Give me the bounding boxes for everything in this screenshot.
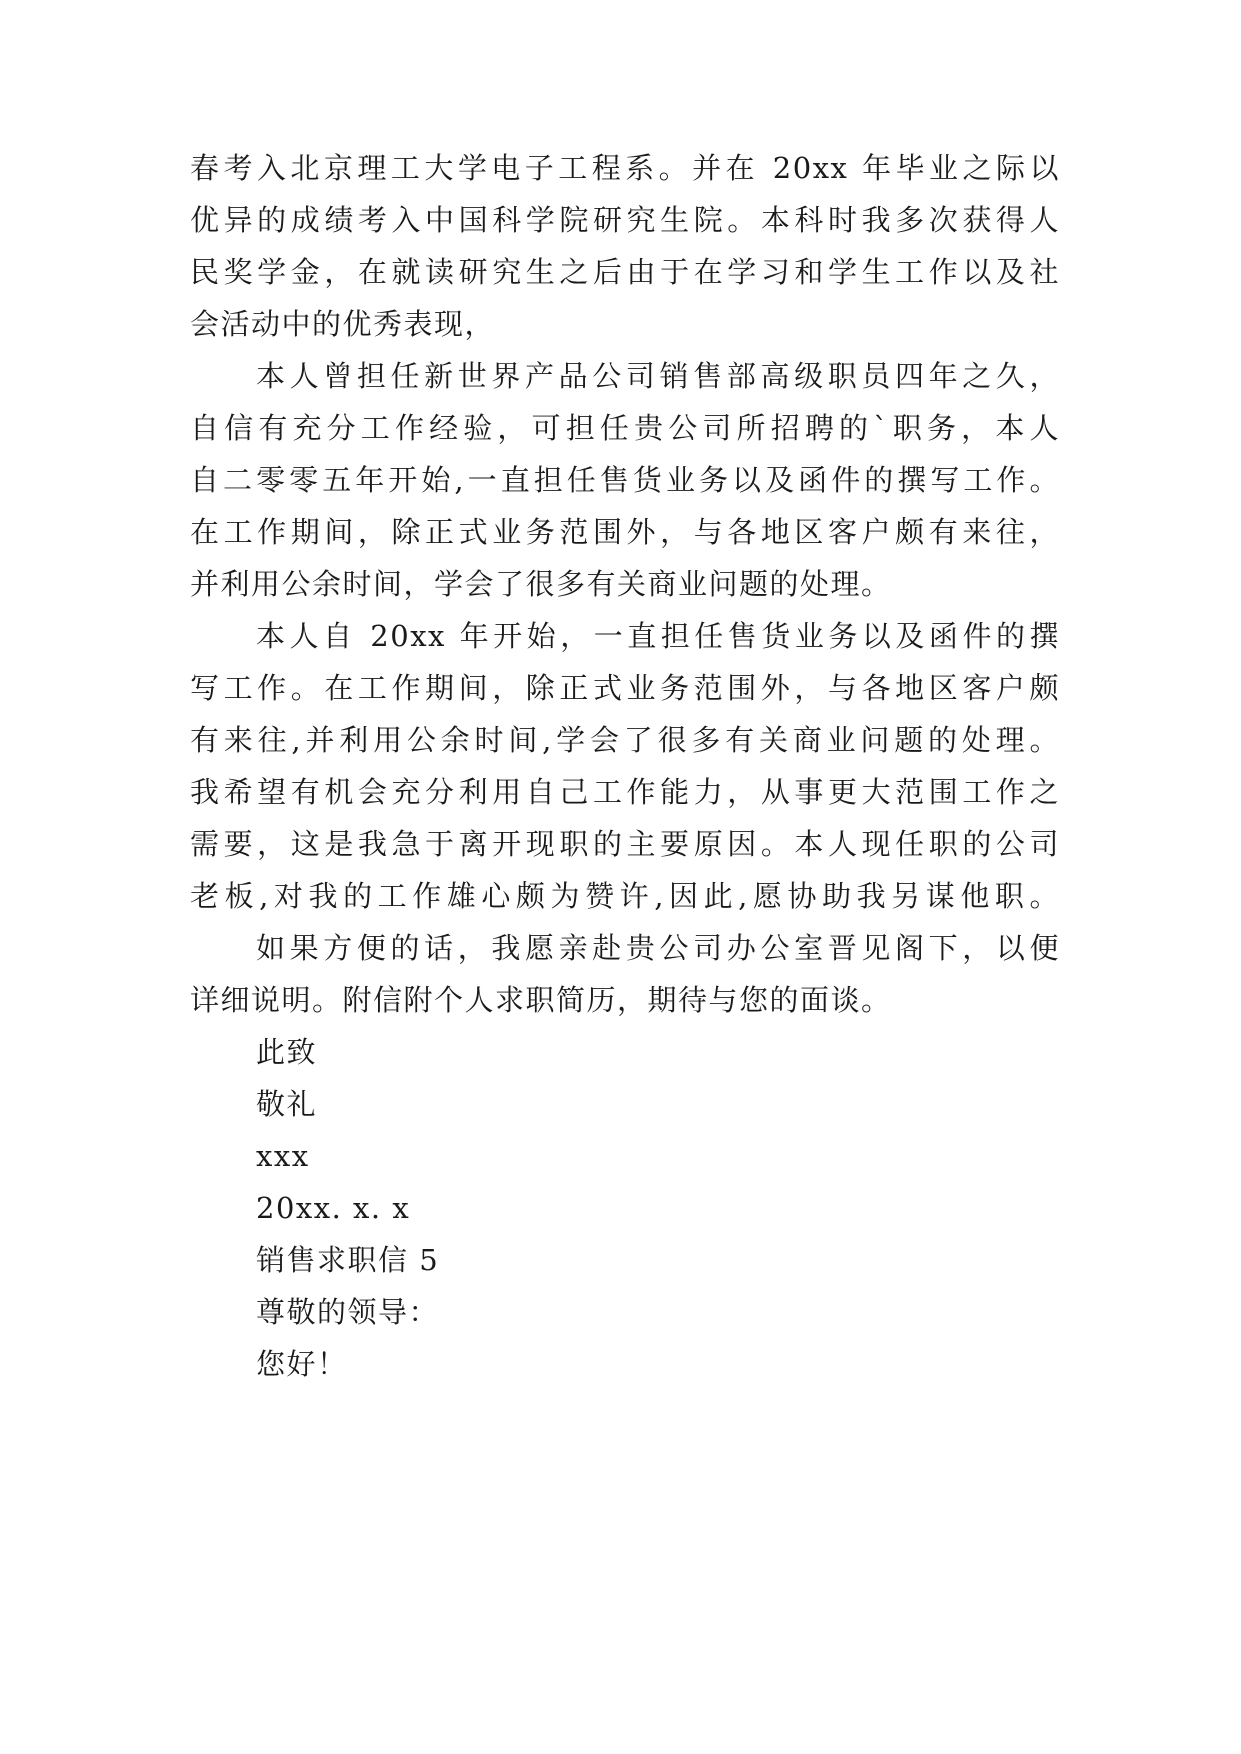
paragraph-1-line-4: 会活动中的优秀表现， [190, 307, 496, 341]
next-letter-title: 销售求职信 5 [256, 1243, 440, 1277]
paragraph-2-line-4: 在工作期间，除正式业务范围外，与各地区客户颇有来往， [190, 515, 1060, 549]
paragraph-2-line-3: 自二零零五年开始,一直担任售货业务以及函件的撰写工作。 [190, 463, 1060, 497]
paragraph-3-line-1: 本人自 20xx 年开始，一直担任售货业务以及函件的撰 [256, 619, 1060, 653]
paragraph-2-line-5: 并利用公余时间，学会了很多有关商业问题的处理。 [190, 567, 892, 601]
paragraph-3-line-6: 老板,对我的工作雄心颇为赞许,因此,愿协助我另谋他职。 [190, 879, 1060, 913]
paragraph-1-line-2: 优异的成绩考入中国科学院研究生院。本科时我多次获得人 [190, 203, 1060, 237]
paragraph-4-line-2: 详细说明。附信附个人求职简历，期待与您的面谈。 [190, 983, 892, 1017]
paragraph-3-line-2: 写工作。在工作期间，除正式业务范围外，与各地区客户颇 [190, 671, 1060, 705]
paragraph-3-line-4: 我希望有机会充分利用自己工作能力，从事更大范围工作之 [190, 775, 1060, 809]
paragraph-1-line-3: 民奖学金，在就读研究生之后由于在学习和学生工作以及社 [190, 255, 1060, 289]
date: 20xx. x. x [256, 1191, 411, 1225]
paragraph-2-line-1: 本人曾担任新世界产品公司销售部高级职员四年之久， [256, 359, 1060, 393]
closing-salutation-1: 此致 [256, 1035, 318, 1069]
next-letter-hello: 您好！ [256, 1347, 348, 1381]
paragraph-2-line-2: 自信有充分工作经验，可担任贵公司所招聘的`职务，本人 [190, 411, 1060, 445]
paragraph-1-line-1: 春考入北京理工大学电子工程系。并在 20xx 年毕业之际以 [190, 151, 1060, 185]
paragraph-4-line-1: 如果方便的话，我愿亲赴贵公司办公室晋见阁下，以便 [256, 931, 1060, 965]
paragraph-3-line-3: 有来往,并利用公余时间,学会了很多有关商业问题的处理。 [190, 723, 1060, 757]
next-letter-greeting: 尊敬的领导： [256, 1295, 440, 1329]
paragraph-3-line-5: 需要，这是我急于离开现职的主要原因。本人现任职的公司 [190, 827, 1060, 861]
closing-salutation-2: 敬礼 [256, 1087, 318, 1121]
signature: xxx [256, 1139, 310, 1173]
